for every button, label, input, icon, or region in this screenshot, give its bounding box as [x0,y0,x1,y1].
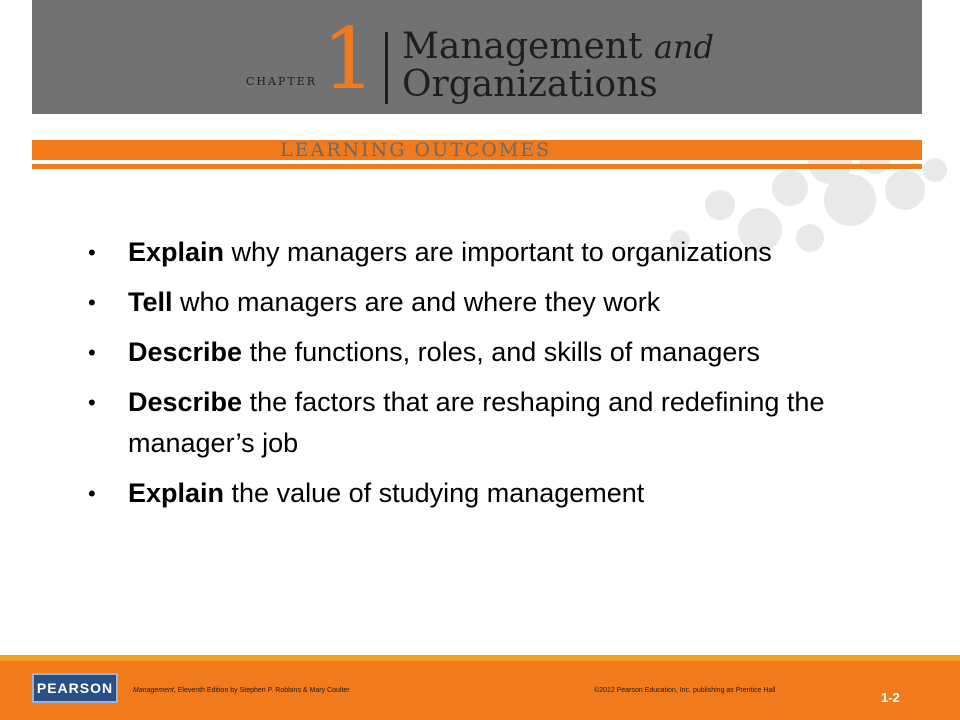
footer-accent-line [0,655,960,661]
outcome-text: the value of studying management [224,478,645,508]
title-and-word: and [653,28,715,66]
slide-number: 1-2 [881,690,900,705]
chapter-title-line2: Organizations [402,64,658,105]
list-item [88,382,848,464]
copyright-notice: ©2012 Pearson Education, Inc. publishing as Prentice Hall [594,687,776,694]
bullet-icon: • [88,390,96,415]
section-underline [32,164,922,169]
slide-footer [0,655,960,720]
bullet-icon: • [88,290,96,315]
section-heading: LEARNING OUTCOMES [280,139,552,161]
list-item [88,282,848,323]
list-item [88,332,848,373]
book-title: Management [133,687,174,694]
outcome-verb: Explain [128,478,225,508]
outcome-text: why managers are important to organizations [224,237,772,267]
citation-text: , Eleventh Edition by Stephen P. Robbins & Mary Coulter [173,687,350,694]
outcome-verb: Describe [128,337,243,367]
outcome-text: the functions, roles, and skills of managers [242,337,760,367]
pearson-logo: PEARSON [32,673,118,703]
outcome-verb: Explain [128,237,225,267]
outcomes-list [88,232,848,523]
bullet-icon: • [88,240,96,265]
outcome-text: who managers are and where they work [172,287,661,317]
title-main-word: Management [402,26,654,67]
chapter-number: 1 [322,10,376,108]
chapter-title-line1 [402,26,714,68]
book-citation [133,687,350,694]
outcome-verb: Tell [128,287,173,317]
banner-divider [385,32,388,104]
outcome-text: the factors that are reshaping and redefining the manager’s job [128,387,825,458]
chapter-label: CHAPTER [246,75,318,88]
list-item [88,232,848,273]
bullet-icon: • [88,481,96,506]
chapter-banner [32,0,922,114]
bullet-icon: • [88,340,96,365]
list-item [88,473,848,514]
outcome-verb: Describe [128,387,243,417]
